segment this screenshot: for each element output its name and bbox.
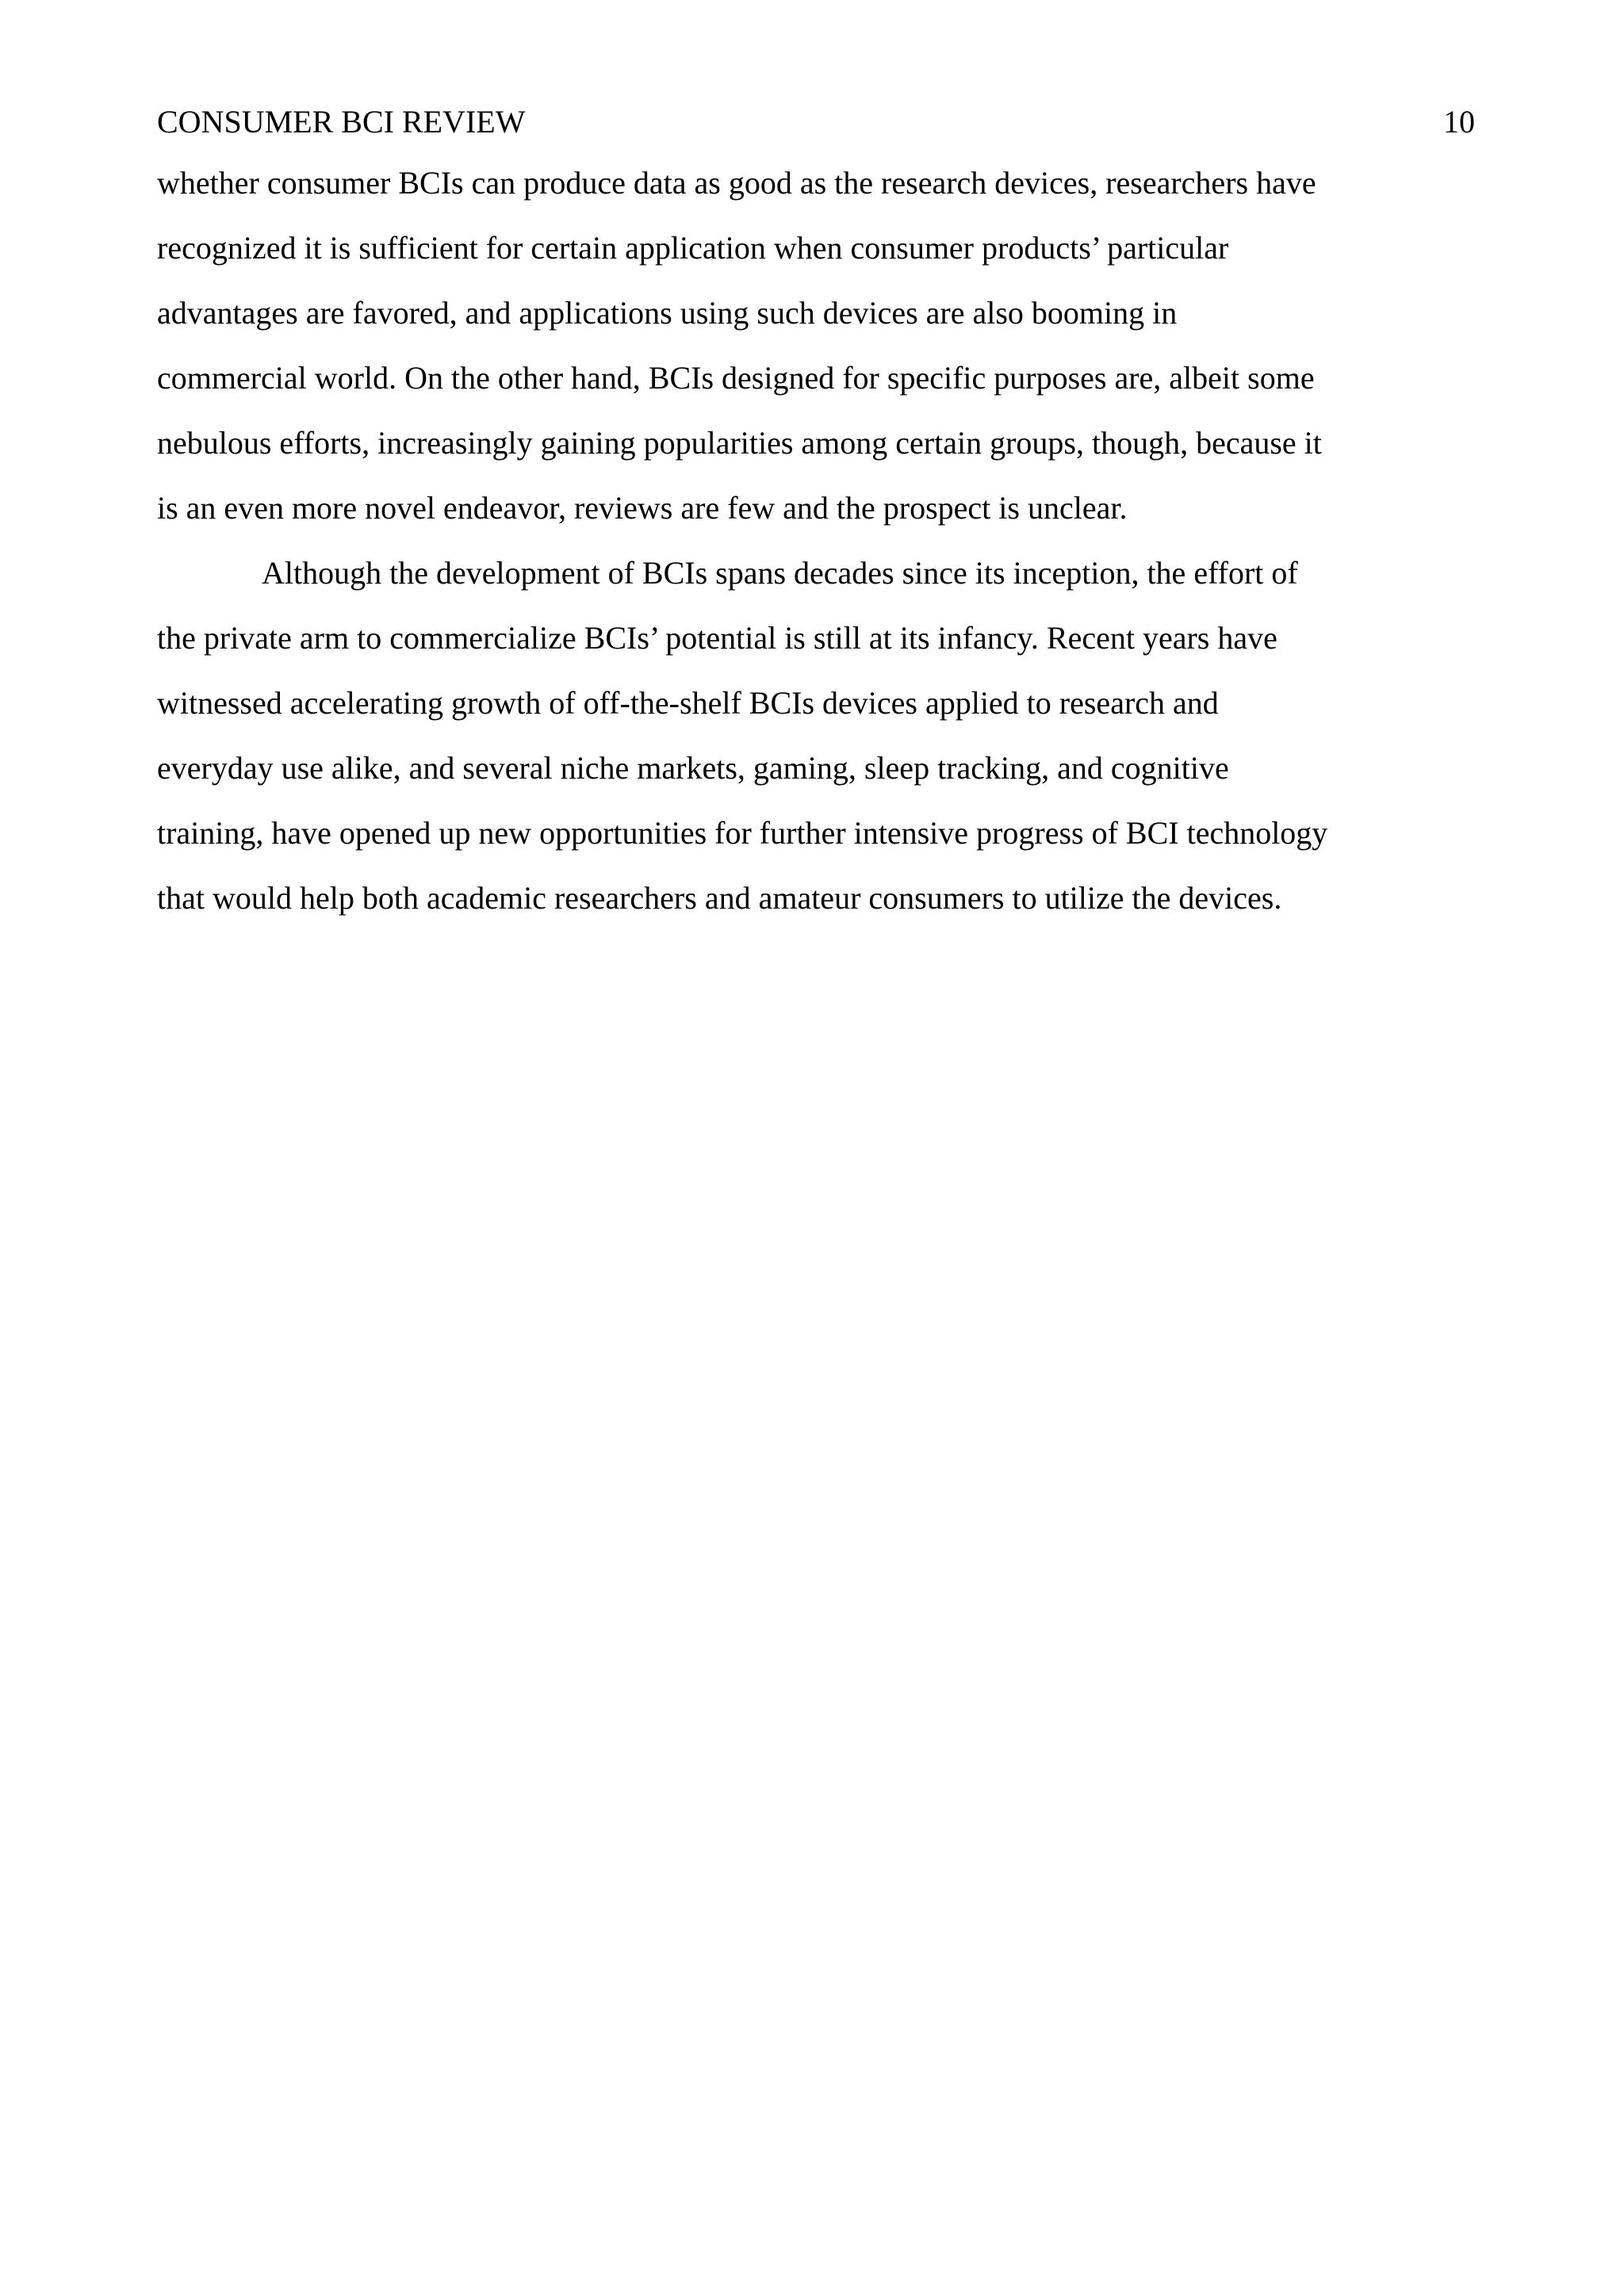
document-body	[157, 151, 1475, 931]
text-line: advantages are favored, and applications using such devices are also booming in	[157, 295, 1178, 331]
text-line: is an even more novel endeavor, reviews are few and the prospect is unclear.	[157, 490, 1128, 526]
running-head: CONSUMER BCI REVIEW	[157, 104, 526, 140]
text-line: that would help both academic researchers and amateur consumers to utilize the devices.	[157, 880, 1282, 916]
page-number: 10	[1443, 104, 1475, 140]
text-line: everyday use alike, and several niche markets, gaming, sleep tracking, and cognitive	[157, 750, 1229, 786]
text-line: the private arm to commercialize BCIs’ potential is still at its infancy. Recent years have	[157, 620, 1277, 656]
text-line: whether consumer BCIs can produce data as good as the research devices, researchers have	[157, 165, 1316, 201]
paragraph	[157, 151, 1475, 541]
text-line: nebulous efforts, increasingly gaining popularities among certain groups, though, because it	[157, 425, 1322, 461]
text-line: commercial world. On the other hand, BCIs designed for specific purposes are, albeit some	[157, 360, 1315, 396]
text-line: witnessed accelerating growth of off-the-shelf BCIs devices applied to research and	[157, 685, 1219, 721]
text-line: training, have opened up new opportunities for further intensive progress of BCI technology	[157, 815, 1328, 851]
paragraph	[157, 541, 1475, 931]
text-line: Although the development of BCIs spans decades since its inception, the effort of	[262, 555, 1298, 591]
page-header	[157, 98, 1475, 146]
text-line: recognized it is sufficient for certain application when consumer products’ particular	[157, 230, 1229, 266]
